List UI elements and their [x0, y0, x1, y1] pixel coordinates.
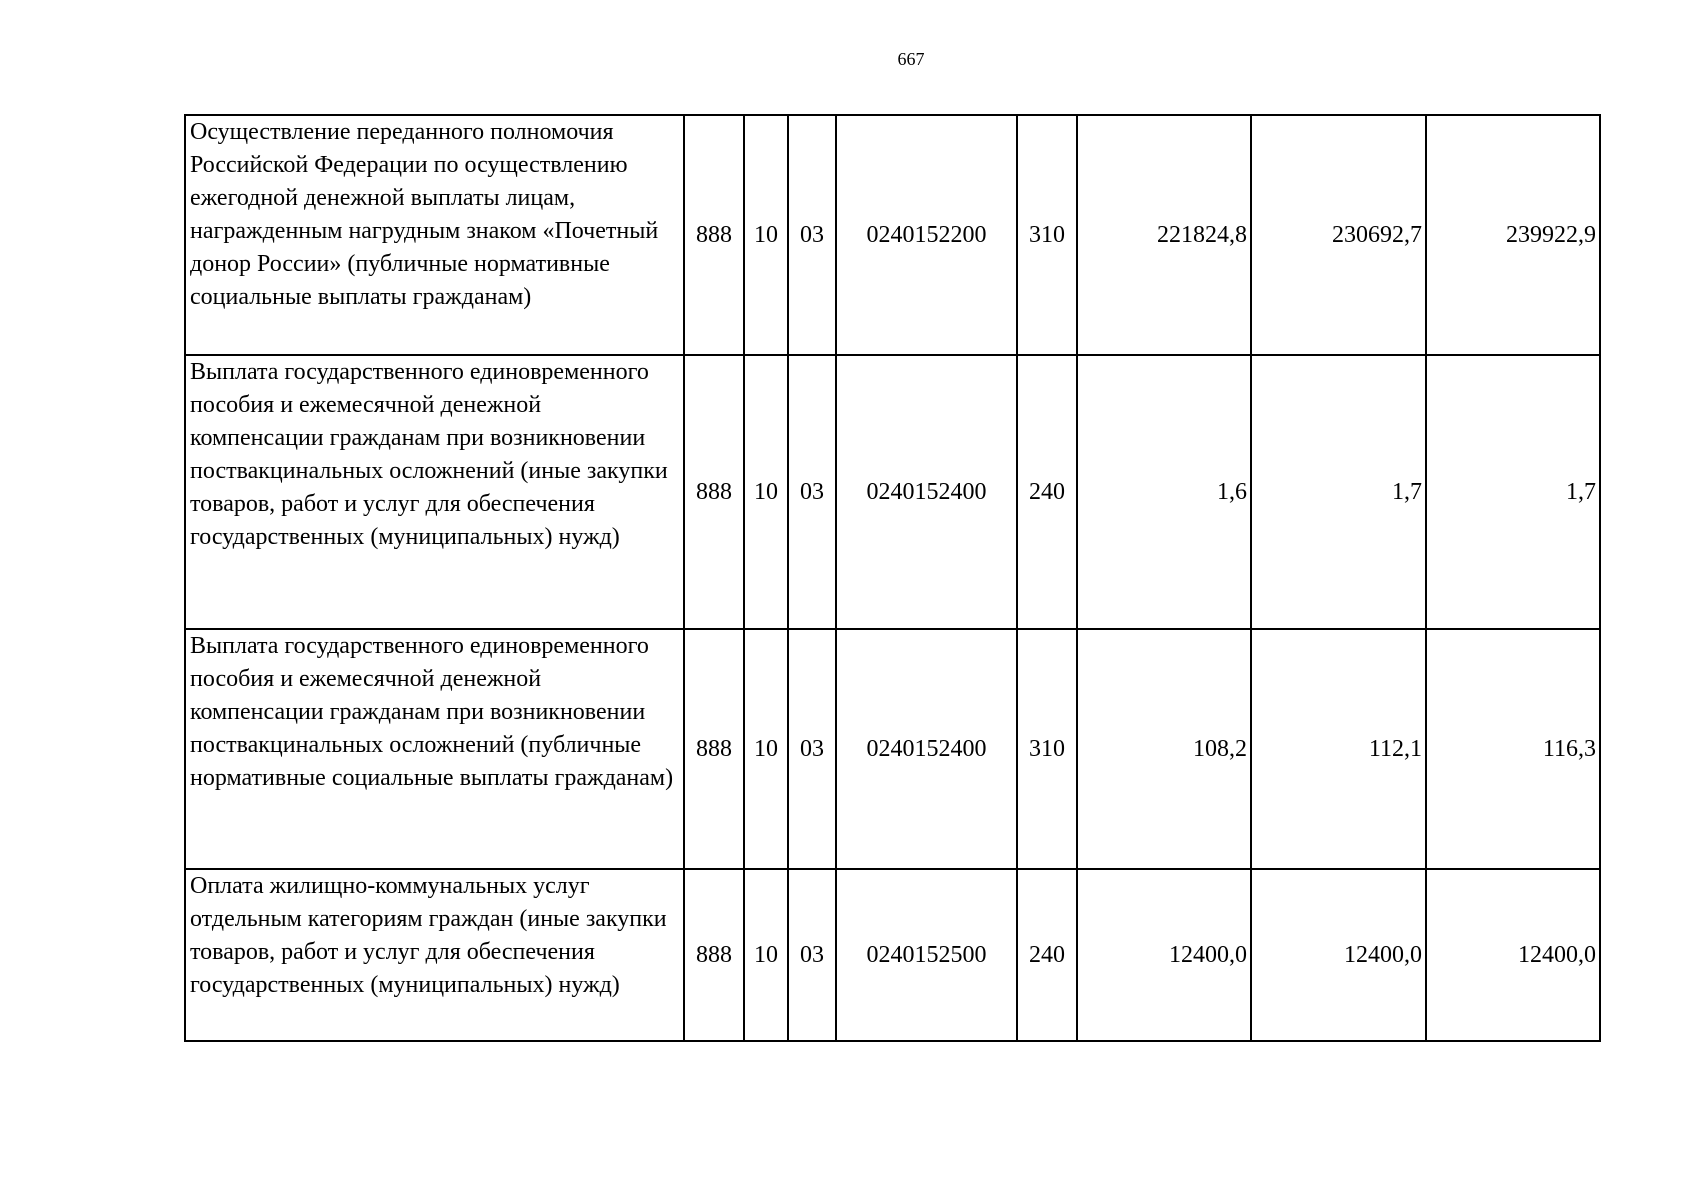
table-row	[185, 869, 1600, 1041]
target-article-code: 0240152400	[836, 355, 1017, 629]
amount-year-2: 112,1	[1251, 629, 1426, 869]
amount-year-1: 12400,0	[1077, 869, 1251, 1041]
target-article-code: 0240152400	[836, 629, 1017, 869]
expense-type-code: 240	[1017, 869, 1077, 1041]
ministry-code: 888	[684, 115, 744, 355]
subsection-code: 03	[788, 355, 836, 629]
ministry-code: 888	[684, 355, 744, 629]
amount-year-3: 116,3	[1426, 629, 1600, 869]
expense-type-code: 240	[1017, 355, 1077, 629]
amount-year-1: 1,6	[1077, 355, 1251, 629]
section-code: 10	[744, 869, 788, 1041]
section-code: 10	[744, 355, 788, 629]
subsection-code: 03	[788, 629, 836, 869]
expense-type-code: 310	[1017, 629, 1077, 869]
amount-year-3: 12400,0	[1426, 869, 1600, 1041]
amount-year-3: 1,7	[1426, 355, 1600, 629]
amount-year-3: 239922,9	[1426, 115, 1600, 355]
row-description: Осуществление переданного полномочия Российской Федерации по осуществлению ежегодной денежной выплаты лицам, награжденным нагрудным знаком «Почетный донор России» (публичные нормативные социальные выплаты гражданам)	[185, 115, 684, 355]
amount-year-2: 230692,7	[1251, 115, 1426, 355]
amount-year-1: 221824,8	[1077, 115, 1251, 355]
section-code: 10	[744, 629, 788, 869]
amount-year-1: 108,2	[1077, 629, 1251, 869]
table-row	[185, 115, 1600, 355]
target-article-code: 0240152500	[836, 869, 1017, 1041]
amount-year-2: 12400,0	[1251, 869, 1426, 1041]
section-code: 10	[744, 115, 788, 355]
ministry-code: 888	[684, 869, 744, 1041]
subsection-code: 03	[788, 115, 836, 355]
budget-table	[184, 114, 1601, 1042]
amount-year-2: 1,7	[1251, 355, 1426, 629]
row-description: Выплата государственного единовременного пособия и ежемесячной денежной компенсации гражданам при возникновении поствакцинальных осложнений (публичные нормативные социальные выплаты гражданам)	[185, 629, 684, 869]
row-description: Оплата жилищно-коммунальных услуг отдельным категориям граждан (иные закупки товаров, работ и услуг для обеспечения государственных (муниципальных) нужд)	[185, 869, 684, 1041]
ministry-code: 888	[684, 629, 744, 869]
page-number: 667	[897, 49, 925, 69]
target-article-code: 0240152200	[836, 115, 1017, 355]
expense-type-code: 310	[1017, 115, 1077, 355]
table-row	[185, 629, 1600, 869]
table-row	[185, 355, 1600, 629]
subsection-code: 03	[788, 869, 836, 1041]
row-description: Выплата государственного единовременного пособия и ежемесячной денежной компенсации гражданам при возникновении поствакцинальных осложнений (иные закупки товаров, работ и услуг для обеспечения государственных (муниципальных) нужд)	[185, 355, 684, 629]
